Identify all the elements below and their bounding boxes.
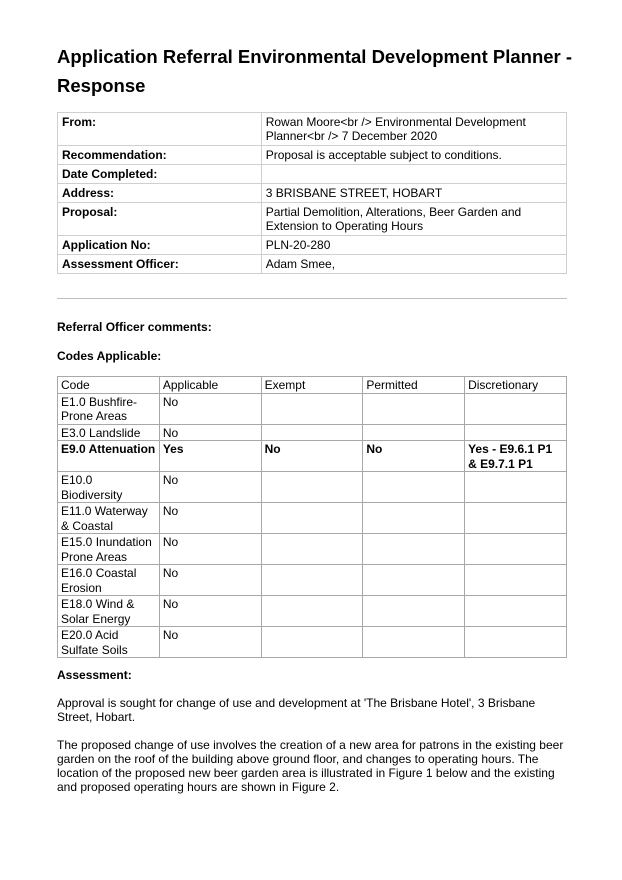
- column-header: Discretionary: [465, 377, 567, 394]
- table-cell: [465, 472, 567, 503]
- info-value: Proposal is acceptable subject to conditions.: [261, 146, 566, 165]
- table-cell: E9.0 Attenuation: [58, 441, 160, 472]
- assessment-paragraph: Approval is sought for change of use and development at 'The Brisbane Hotel', 3 Brisbane Street, Hobart.: [57, 696, 536, 724]
- table-cell: E11.0 Waterway & Coastal: [58, 503, 160, 534]
- info-value: Partial Demolition, Alterations, Beer Garden and Extension to Operating Hours: [261, 203, 566, 236]
- info-row: [58, 236, 567, 255]
- table-cell: [363, 393, 465, 424]
- table-cell: [465, 393, 567, 424]
- table-cell: [465, 565, 567, 596]
- assessment-paragraph: The proposed change of use involves the creation of a new area for patrons in the existing beer garden on the roof of the building above ground floor, and changes to operating hours. The location of the proposed new beer garden area is illustrated in Figure 1 below and the existing and proposed operating hours are shown in Figure 2.: [57, 738, 564, 794]
- table-cell: [363, 534, 465, 565]
- table-cell: [261, 472, 363, 503]
- table-row: [58, 472, 567, 503]
- table-cell: [465, 424, 567, 441]
- codes-table: [57, 376, 567, 658]
- info-label: Address:: [58, 184, 262, 203]
- info-value: Adam Smee,: [261, 255, 566, 274]
- table-header-row: [58, 377, 567, 394]
- table-cell: [363, 627, 465, 658]
- info-label: Assessment Officer:: [58, 255, 262, 274]
- table-cell: [363, 424, 465, 441]
- table-cell: [465, 627, 567, 658]
- table-row: [58, 503, 567, 534]
- table-cell: No: [159, 393, 261, 424]
- info-label: Application No:: [58, 236, 262, 255]
- table-cell: No: [159, 472, 261, 503]
- table-cell: [363, 596, 465, 627]
- info-label: From:: [58, 113, 262, 146]
- table-cell: No: [363, 441, 465, 472]
- table-cell: Yes - E9.6.1 P1 & E9.7.1 P1: [465, 441, 567, 472]
- column-header: Code: [58, 377, 160, 394]
- info-row: [58, 255, 567, 274]
- info-value: 3 BRISBANE STREET, HOBART: [261, 184, 566, 203]
- info-row: [58, 165, 567, 184]
- info-value: [261, 165, 566, 184]
- table-cell: No: [159, 627, 261, 658]
- column-header: Applicable: [159, 377, 261, 394]
- table-cell: E16.0 Coastal Erosion: [58, 565, 160, 596]
- table-cell: No: [159, 565, 261, 596]
- table-row: [58, 627, 567, 658]
- table-cell: [363, 472, 465, 503]
- table-cell: E18.0 Wind & Solar Energy: [58, 596, 160, 627]
- table-row-highlighted: [58, 441, 567, 472]
- table-row: [58, 534, 567, 565]
- table-cell: [261, 534, 363, 565]
- section-divider: [57, 298, 567, 299]
- info-value: PLN-20-280: [261, 236, 566, 255]
- referral-info-table: [57, 112, 567, 274]
- table-cell: [465, 534, 567, 565]
- info-row: [58, 184, 567, 203]
- referral-comments-heading: Referral Officer comments:: [57, 320, 212, 334]
- info-label: Date Completed:: [58, 165, 262, 184]
- table-cell: E3.0 Landslide: [58, 424, 160, 441]
- table-cell: [261, 503, 363, 534]
- table-cell: [465, 596, 567, 627]
- info-row: [58, 146, 567, 165]
- info-label: Recommendation:: [58, 146, 262, 165]
- info-row: [58, 203, 567, 236]
- table-cell: [261, 596, 363, 627]
- table-cell: [261, 393, 363, 424]
- table-row: [58, 565, 567, 596]
- table-cell: E20.0 Acid Sulfate Soils: [58, 627, 160, 658]
- info-label: Proposal:: [58, 203, 262, 236]
- info-row: [58, 113, 567, 146]
- table-cell: [261, 627, 363, 658]
- table-cell: No: [159, 503, 261, 534]
- table-cell: E15.0 Inundation Prone Areas: [58, 534, 160, 565]
- info-value: Rowan Moore<br /> Environmental Development Planner<br /> 7 December 2020: [261, 113, 566, 146]
- table-cell: No: [261, 441, 363, 472]
- column-header: Permitted: [363, 377, 465, 394]
- table-cell: [261, 565, 363, 596]
- table-cell: E1.0 Bushfire-Prone Areas: [58, 393, 160, 424]
- table-cell: No: [159, 424, 261, 441]
- table-row: [58, 596, 567, 627]
- table-cell: No: [159, 534, 261, 565]
- table-cell: Yes: [159, 441, 261, 472]
- table-cell: [465, 503, 567, 534]
- assessment-heading: Assessment:: [57, 668, 132, 682]
- codes-applicable-heading: Codes Applicable:: [57, 349, 162, 363]
- table-cell: No: [159, 596, 261, 627]
- table-row: [58, 393, 567, 424]
- table-cell: [261, 424, 363, 441]
- table-cell: [363, 565, 465, 596]
- page-title: Application Referral Environmental Development Planner - Response: [57, 46, 573, 96]
- table-cell: [363, 503, 465, 534]
- column-header: Exempt: [261, 377, 363, 394]
- table-row: [58, 424, 567, 441]
- table-cell: E10.0 Biodiversity: [58, 472, 160, 503]
